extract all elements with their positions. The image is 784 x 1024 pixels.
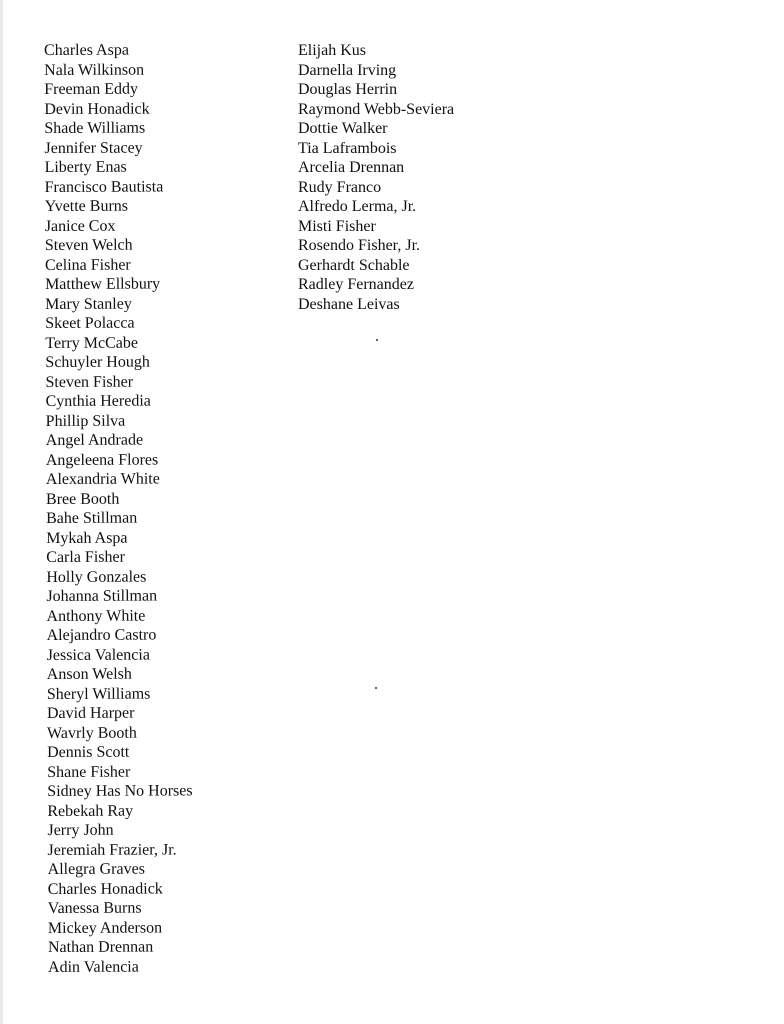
name-entry: Janice Cox — [44, 217, 116, 235]
name-entry: Cynthia Heredia — [45, 392, 151, 410]
name-entry: Rudy Franco — [298, 178, 382, 196]
name-entry: Anthony White — [46, 607, 146, 625]
name-entry: Radley Fernandez — [298, 276, 414, 293]
name-entry: Anson Welsh — [46, 665, 132, 683]
name-entry: Celina Fisher — [44, 256, 131, 274]
name-entry: Liberty Enas — [44, 158, 127, 176]
name-entry: Mary Stanley — [45, 295, 132, 313]
name-entry: Alexandria White — [45, 470, 160, 488]
name-entry: David Harper — [46, 704, 135, 722]
scan-edge-shadow — [0, 0, 3, 1024]
name-entry: Charles Aspa — [44, 41, 129, 59]
name-entry: Schuyler Hough — [45, 353, 150, 371]
scan-speck — [375, 687, 377, 689]
name-entry: Vanessa Burns — [47, 899, 142, 917]
name-entry: Rosendo Fisher, Jr. — [298, 237, 421, 254]
name-entry: Sidney Has No Horses — [47, 782, 193, 800]
name-entry: Shane Fisher — [47, 763, 131, 781]
name-entry: Dottie Walker — [298, 120, 388, 137]
name-entry: Steven Fisher — [45, 373, 134, 391]
name-entry: Angeleena Flores — [45, 451, 159, 469]
name-entry: Alfredo Lerma, Jr. — [298, 198, 417, 215]
name-entry: Yvette Burns — [44, 197, 129, 215]
name-entry: Jerry John — [47, 821, 114, 839]
scan-speck — [376, 339, 378, 341]
name-entry: Holly Gonzales — [46, 568, 147, 586]
name-entry: Wavrly Booth — [46, 724, 137, 742]
name-entry: Sheryl Williams — [46, 685, 151, 703]
name-entry: Devin Honadick — [44, 100, 150, 118]
name-entry: Shade Williams — [44, 119, 146, 137]
name-entry: Steven Welch — [44, 236, 133, 254]
name-entry: Terry McCabe — [45, 334, 138, 352]
name-entry: Alejandro Castro — [46, 626, 157, 644]
name-entry: Darnella Irving — [298, 61, 397, 79]
name-entry: Matthew Ellsbury — [45, 275, 161, 293]
name-entry: Elijah Kus — [298, 42, 366, 59]
name-entry: Douglas Herrin — [298, 81, 398, 98]
name-entry: Jeremiah Frazier, Jr. — [47, 840, 177, 859]
name-entry: Bree Booth — [45, 490, 120, 508]
name-entry: Raymond Webb-Seviera — [298, 100, 455, 118]
name-entry: Deshane Leivas — [298, 295, 400, 313]
name-entry: Misti Fisher — [298, 217, 376, 235]
name-entry: Francisco Bautista — [44, 177, 164, 196]
name-entry: Nathan Drennan — [47, 938, 154, 956]
name-entry: Carla Fisher — [46, 548, 125, 566]
name-entry: Adin Valencia — [48, 958, 139, 976]
name-entry: Rebekah Ray — [47, 802, 134, 820]
name-entry: Allegra Graves — [47, 860, 145, 878]
name-entry: Bahe Stillman — [46, 509, 138, 527]
name-entry: Skeet Polacca — [45, 314, 135, 332]
name-entry: Arcelia Drennan — [298, 159, 405, 176]
name-entry: Jennifer Stacey — [44, 139, 143, 157]
name-entry: Jessica Valencia — [46, 646, 150, 664]
name-entry: Gerhardt Schable — [298, 256, 410, 274]
name-entry: Phillip Silva — [45, 412, 126, 430]
name-entry: Charles Honadick — [47, 879, 163, 898]
name-entry: Mykah Aspa — [46, 529, 128, 547]
name-entry: Nala Wilkinson — [44, 61, 145, 79]
name-entry: Freeman Eddy — [44, 80, 138, 98]
name-list-left-column — [44, 40, 193, 977]
name-entry: Angel Andrade — [45, 431, 144, 449]
name-list-right-column — [298, 41, 454, 314]
name-entry: Johanna Stillman — [46, 587, 158, 605]
name-entry: Dennis Scott — [47, 743, 130, 761]
name-entry: Mickey Anderson — [47, 918, 163, 937]
name-entry: Tia Laframbois — [298, 139, 397, 157]
